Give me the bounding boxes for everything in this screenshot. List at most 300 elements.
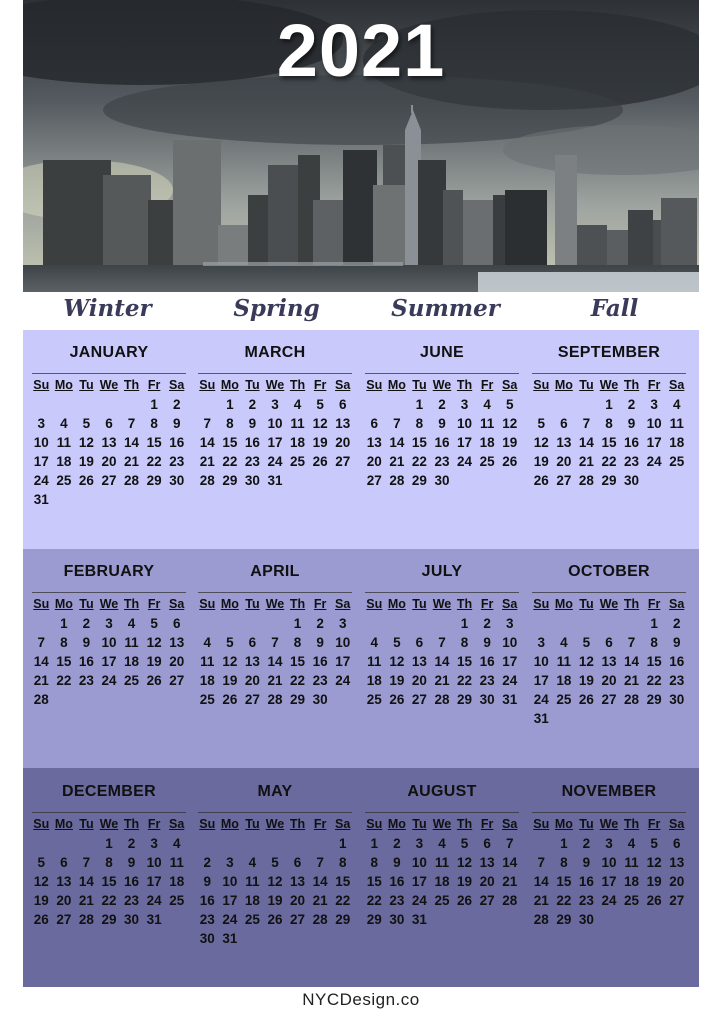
day-number: 21 [312,893,328,908]
month-april [196,562,354,709]
day-number: 15 [290,654,306,669]
day-number: 15 [457,654,473,669]
day-number: 12 [222,654,238,669]
day-number: 26 [533,473,549,488]
day-number: 19 [312,435,328,450]
day-number: 1 [605,397,613,412]
day-number: 30 [669,692,685,707]
weekday-header: We [599,378,619,392]
day-number: 12 [389,654,405,669]
empty-cell [620,614,643,633]
season-label: Fall [590,295,639,322]
day-number: 20 [601,673,617,688]
empty-cell [386,614,409,633]
day-number: 17 [411,874,427,889]
day-number: 23 [169,454,185,469]
day-number: 18 [244,893,260,908]
day-number: 1 [370,836,379,851]
day-number: 23 [669,673,685,688]
day-number: 7 [537,855,546,870]
weekday-header: Th [623,378,640,392]
day-number: 14 [502,855,518,870]
day-number: 20 [244,673,260,688]
day-number: 3 [460,397,469,412]
day-number: 17 [533,673,549,688]
day-number: 29 [646,692,662,707]
day-number: 7 [627,635,636,650]
weekday-header: Fr [647,817,661,831]
weekday-header: Sa [169,378,185,392]
day-number: 5 [537,416,546,431]
day-number: 7 [203,416,212,431]
day-number: 30 [479,692,495,707]
day-number: 21 [389,454,405,469]
empty-cell [530,834,553,853]
day-number: 24 [267,454,283,469]
day-number: 10 [335,635,351,650]
weekday-header: Su [33,378,50,392]
day-number: 20 [556,454,572,469]
day-number: 11 [556,654,571,669]
day-number: 14 [533,874,549,889]
day-number: 25 [290,454,306,469]
day-number: 20 [56,893,72,908]
day-grid [363,595,521,709]
day-number: 19 [389,673,405,688]
day-number: 27 [335,454,351,469]
weekday-header: Th [456,817,473,831]
day-number: 12 [578,654,594,669]
day-number: 18 [124,654,140,669]
day-number: 27 [479,893,495,908]
month-november [530,782,688,929]
day-number: 4 [172,836,181,851]
month-divider [365,812,519,813]
day-number: 24 [533,692,549,707]
day-number: 1 [460,616,469,631]
day-number: 18 [624,874,640,889]
day-number: 12 [457,855,473,870]
day-number: 11 [624,855,639,870]
day-number: 6 [672,836,681,851]
weekday-header: Mo [54,817,73,831]
day-number: 9 [438,416,446,431]
day-number: 24 [502,673,518,688]
empty-cell [575,395,598,414]
month-divider [198,812,352,813]
weekday-header: Su [199,378,216,392]
day-number: 5 [150,616,158,631]
day-number: 18 [479,435,495,450]
month-may [196,782,354,948]
day-number: 20 [169,654,185,669]
weekday-header: Tu [245,817,260,831]
weekday-header: Su [33,817,50,831]
day-number: 4 [672,397,681,412]
day-number: 9 [582,855,591,870]
day-number: 13 [169,635,185,650]
day-number: 16 [244,435,260,450]
day-number: 19 [646,874,662,889]
day-number: 3 [338,616,347,631]
weekday-header: We [99,597,119,611]
day-number: 28 [267,692,283,707]
day-number: 21 [33,673,49,688]
weekday-header: Mo [220,817,239,831]
month-divider [532,812,686,813]
weekday-header: Tu [412,378,427,392]
day-number: 25 [169,893,185,908]
month-name: AUGUST [407,783,477,800]
day-number: 3 [505,616,514,631]
weekday-header: Tu [245,378,260,392]
weekday-header: We [432,817,452,831]
day-number: 9 [203,874,212,889]
day-number: 27 [411,692,427,707]
day-number: 23 [578,893,594,908]
footer-credit: NYCDesign.co [302,990,420,1009]
day-number: 19 [222,673,238,688]
day-number: 10 [222,874,238,889]
day-number: 21 [533,893,549,908]
day-number: 19 [78,454,94,469]
day-number: 10 [411,855,427,870]
day-grid [30,595,188,709]
month-divider [198,592,352,593]
day-number: 7 [505,836,514,851]
day-number: 9 [393,855,401,870]
day-number: 11 [290,416,305,431]
day-number: 17 [267,435,283,450]
weekday-header: Sa [335,817,351,831]
day-number: 3 [150,836,158,851]
day-number: 21 [434,673,450,688]
day-number: 8 [293,635,302,650]
empty-cell [30,614,53,633]
day-number: 23 [199,912,215,927]
weekday-header: Mo [387,597,406,611]
weekday-header: Sa [669,597,685,611]
day-number: 5 [505,397,514,412]
day-number: 5 [460,836,469,851]
day-number: 8 [560,855,568,870]
month-january [30,343,188,509]
empty-cell [30,834,53,853]
day-number: 21 [199,454,215,469]
day-number: 16 [434,435,450,450]
day-number: 6 [60,855,68,870]
weekday-header: Mo [54,378,73,392]
weekday-header: Sa [335,378,351,392]
day-number: 25 [56,473,72,488]
day-number: 2 [248,397,257,412]
weekday-header: Tu [579,378,594,392]
empty-cell [241,614,264,633]
empty-cell [309,834,332,853]
day-number: 18 [366,673,382,688]
day-number: 26 [146,673,162,688]
month-divider [532,592,686,593]
day-number: 15 [556,874,572,889]
empty-cell [286,834,309,853]
month-august [363,782,521,929]
weekday-header: Su [533,378,550,392]
day-number: 6 [172,616,181,631]
day-number: 10 [101,635,117,650]
day-number: 8 [415,416,424,431]
day-number: 8 [60,635,68,650]
day-number: 8 [226,416,234,431]
day-number: 18 [169,874,185,889]
day-number: 25 [124,673,140,688]
day-number: 2 [438,397,446,412]
day-grid [363,376,521,490]
empty-cell [553,395,576,414]
day-number: 13 [556,435,572,450]
empty-cell [431,614,454,633]
weekday-header: Fr [147,597,161,611]
day-number: 10 [646,416,662,431]
month-march [196,343,354,490]
day-number: 27 [366,473,382,488]
day-number: 18 [290,435,306,450]
empty-cell [219,614,242,633]
day-number: 26 [646,893,662,908]
empty-cell [530,395,553,414]
day-number: 3 [537,635,546,650]
empty-cell [53,834,76,853]
day-number: 31 [222,931,238,946]
month-divider [532,373,686,374]
day-number: 20 [479,874,495,889]
month-name: APRIL [250,563,300,580]
day-number: 5 [393,635,401,650]
day-number: 6 [293,855,302,870]
day-number: 28 [78,912,94,927]
month-name: DECEMBER [62,783,156,800]
day-number: 19 [457,874,473,889]
day-number: 29 [101,912,117,927]
empty-cell [408,614,431,633]
day-number: 23 [78,673,94,688]
day-number: 11 [124,635,139,650]
day-number: 19 [502,435,518,450]
day-number: 22 [457,673,473,688]
weekday-header: Tu [245,597,260,611]
day-number: 14 [267,654,283,669]
weekday-header: Mo [54,597,73,611]
day-number: 9 [316,635,324,650]
day-number: 11 [169,855,184,870]
day-number: 22 [411,454,427,469]
day-number: 25 [479,454,495,469]
day-number: 19 [267,893,283,908]
day-number: 23 [479,673,495,688]
day-number: 30 [434,473,450,488]
weekday-header: Th [456,378,473,392]
day-number: 27 [669,893,685,908]
day-number: 6 [483,836,491,851]
day-number: 15 [366,874,382,889]
day-number: 6 [415,635,424,650]
weekday-header: We [265,378,285,392]
season-labels [23,292,699,330]
day-number: 27 [169,673,185,688]
weekday-header: Th [289,817,306,831]
day-number: 7 [37,635,46,650]
weekday-header: Mo [387,378,406,392]
day-number: 23 [312,673,328,688]
day-number: 16 [169,435,185,450]
day-number: 5 [271,855,279,870]
weekday-header: We [265,817,285,831]
month-name: SEPTEMBER [557,344,661,361]
weekday-header: Tu [79,817,94,831]
day-number: 2 [627,397,636,412]
day-number: 24 [335,673,351,688]
day-number: 11 [56,435,71,450]
day-number: 4 [370,635,379,650]
empty-cell [53,395,76,414]
weekday-header: Fr [647,597,661,611]
day-number: 30 [124,912,140,927]
day-number: 27 [101,473,117,488]
month-december [30,782,188,929]
month-name: MARCH [244,344,306,361]
day-number: 24 [411,893,427,908]
day-number: 17 [33,454,49,469]
weekday-header: Su [366,378,383,392]
day-number: 15 [335,874,351,889]
weekday-header: Su [199,817,216,831]
day-number: 10 [533,654,549,669]
day-number: 20 [101,454,117,469]
day-grid [196,815,354,948]
day-number: 16 [479,654,495,669]
weekday-header: Su [366,817,383,831]
day-number: 4 [627,836,636,851]
day-number: 31 [533,711,549,726]
day-number: 2 [82,616,91,631]
day-number: 28 [33,692,49,707]
day-number: 29 [290,692,306,707]
day-number: 25 [669,454,685,469]
day-number: 9 [172,416,181,431]
day-number: 2 [582,836,591,851]
day-number: 14 [199,435,215,450]
day-number: 2 [316,616,324,631]
month-divider [365,373,519,374]
day-number: 22 [646,673,662,688]
weekday-header: Mo [387,817,406,831]
weekday-header: Tu [79,597,94,611]
weekday-header: Tu [412,817,427,831]
day-number: 16 [199,893,215,908]
weekday-header: Th [623,817,640,831]
weekday-header: Su [199,597,216,611]
day-number: 22 [601,454,617,469]
day-number: 7 [393,416,401,431]
day-number: 18 [56,454,72,469]
empty-cell [598,614,621,633]
day-number: 22 [556,893,572,908]
day-number: 26 [578,692,594,707]
day-number: 26 [312,454,328,469]
weekday-header: Mo [554,597,573,611]
day-number: 8 [150,416,158,431]
day-number: 4 [60,416,68,431]
day-number: 17 [335,654,351,669]
day-number: 25 [624,893,640,908]
day-number: 17 [101,654,117,669]
day-number: 4 [203,635,212,650]
day-number: 28 [124,473,140,488]
day-number: 23 [124,893,140,908]
empty-cell [530,614,553,633]
day-number: 8 [105,855,113,870]
empty-cell [575,614,598,633]
day-number: 17 [222,893,238,908]
day-number: 20 [411,673,427,688]
day-number: 22 [335,893,351,908]
day-number: 15 [146,435,162,450]
day-number: 17 [146,874,162,889]
day-number: 21 [124,454,140,469]
day-number: 28 [533,912,549,927]
weekday-header: Sa [169,597,185,611]
weekday-header: Th [123,817,140,831]
day-number: 5 [582,635,591,650]
day-number: 3 [271,397,279,412]
day-number: 17 [646,435,662,450]
weekday-header: We [432,597,452,611]
day-number: 29 [601,473,617,488]
day-number: 23 [624,454,640,469]
day-number: 2 [672,616,681,631]
day-number: 2 [393,836,401,851]
day-number: 13 [290,874,306,889]
day-number: 12 [33,874,49,889]
day-number: 15 [601,435,617,450]
day-number: 25 [434,893,450,908]
day-number: 5 [226,635,234,650]
day-number: 10 [457,416,473,431]
day-number: 28 [389,473,405,488]
day-number: 16 [669,654,685,669]
day-number: 11 [669,416,684,431]
day-number: 6 [248,635,257,650]
day-number: 24 [101,673,117,688]
day-number: 13 [601,654,617,669]
day-number: 24 [601,893,617,908]
empty-cell [120,395,143,414]
day-number: 1 [60,616,68,631]
weekday-header: Fr [480,378,494,392]
day-number: 28 [578,473,594,488]
day-number: 1 [226,397,234,412]
empty-cell [363,395,386,414]
day-grid [196,595,354,709]
day-number: 16 [578,874,594,889]
day-number: 30 [578,912,594,927]
day-number: 4 [438,836,446,851]
day-number: 24 [146,893,162,908]
day-number: 31 [146,912,162,927]
empty-cell [75,834,98,853]
day-number: 8 [460,635,469,650]
day-number: 13 [335,416,351,431]
day-number: 11 [200,654,215,669]
